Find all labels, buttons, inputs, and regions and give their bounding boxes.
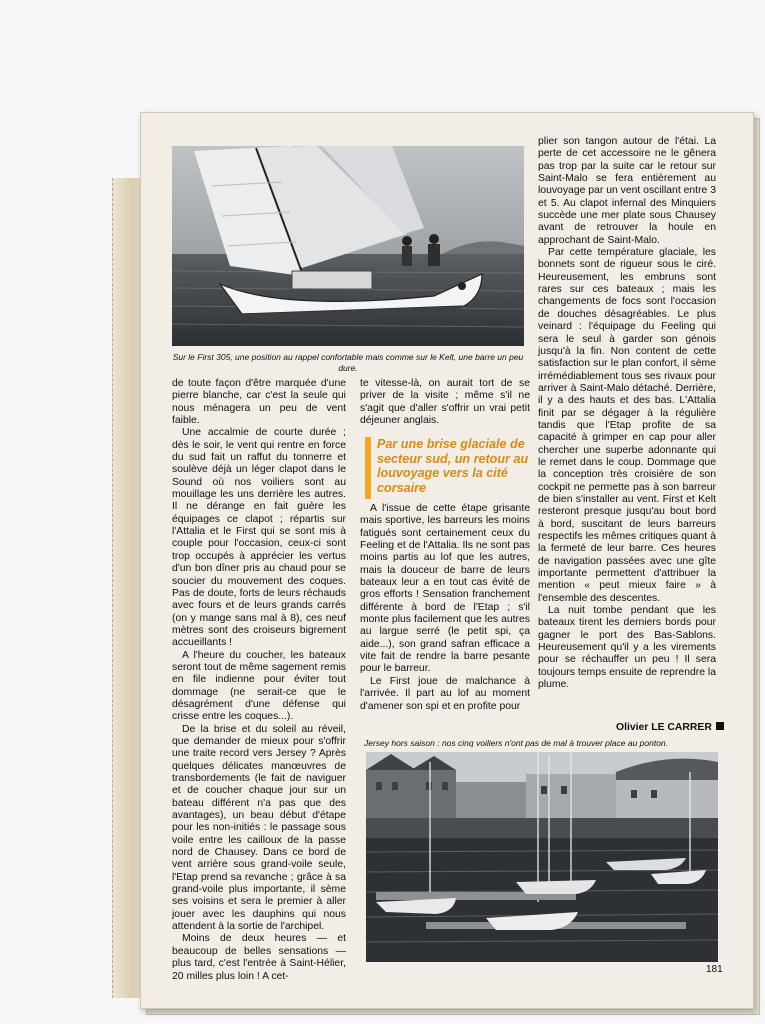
harbour-photo [366, 752, 718, 962]
page-number: 181 [706, 964, 723, 975]
paragraph: de toute façon d'être marquée d'une pierre blanche, car c'est la seule qui nous ménagera un peu de vent faible. [172, 378, 346, 427]
end-mark-icon [716, 722, 724, 730]
paragraph: A l'issue de cette étape grisante mais sportive, les barreurs les moins fatigués sont certainement ceux du Feeling et de l'Attalia. Ils ne sont pas moins partis au lof que les autres, mais la douceur de barre de leurs bateaux leur a en tout cas évité de gros efforts ! Sensation franchement différente à bord de l'Etap ; s'il monte plus facilement que les autres au largue serré (le petit spi, ça aide...), son grand safran efficace a vite fait de rendre la barre pesante pour le barreur. [360, 503, 530, 675]
paragraph: A l'heure du coucher, les bateaux seront tout de même sagement remis en file indienne pour éviter tout dommage (ne serait-ce que le désagrément d'une défense qui crisse entre les coques...). [172, 649, 346, 723]
article-column-1 [172, 378, 346, 982]
author-name: Olivier LE CARRER [616, 722, 712, 733]
photo-caption-top: Sur le First 305, une position au rappel confortable mais comme sur le Kelt, une barre un peu dure. [172, 352, 524, 373]
paragraph: Une accalmie de courte durée ; dès le soir, le vent qui rentre en force du sud fait un raffut du tonnerre et soulève déjà un léger clapot dans le Sound où nos voiliers sont au mouillage les uns derrière les autres. Il ne dérange en fait guère les équipages ce clapot ; répartis sur l'Attalia et le First qui se sont mis à couple pour l'occasion, ceux-ci sont trop occupés à apprécier les vertus d'un bon dîner pris au chaud pour se soucier du mouvement des coques. Pas de doute, forts de leurs réchauds avec fours et de leurs grands carrés (on y mange sans mal à 8), ces neuf mètres sont des croiseurs bigrement accueillants ! [172, 427, 346, 649]
article-column-2-top [360, 378, 530, 430]
photo-caption-bottom: Jersey hors saison : nos cinq voiliers n'ont pas de mal à trouver place au ponton. [364, 738, 669, 748]
article-column-2-bottom [360, 503, 530, 713]
paragraph: te vitesse-là, on aurait tort de se priver de la visite ; même s'il ne s'agit que d'aller s'offrir un vrai petit déjeuner anglais. [360, 378, 530, 427]
paragraph: La nuit tombe pendant que les bateaux tirent les derniers bords pour gagner le port des Bas-Sablons. Heureusement qu'il y a les virements pour se réchauffer un peu ! Il sera toujours temps ensuite de reprendre la plume. [538, 605, 716, 691]
paragraph: Par cette température glaciale, les bonnets sont de rigueur sous le ciré. Heureusement, les embruns sont rares sur ces bateaux ; mais les changements de focs sont l'occasion de douches désagréables. Le plus veinard : l'équipage du Feeling qui sera le seul à garder son génois jusqu'à la fin. Non content de cette satisfaction sur le plan confort, il sème irrémédiablement tous ses rivaux pour arriver à Saint-Malo détaché. Derrière, il y a des hauts et des bas. L'Attalia finit par se dégager à la régulière tandis que l'Etap profite de sa capacité à grimper en cap pour aller chercher une superbe adonnante qui le remet dans le coup. Dommage que la conception très croisière de son cockpit ne permette pas à son barreur de bien s'installer au vent. First et Kelt resteront presque jusqu'au bout bord à bord, suscitant de leurs barreurs respectifs les mêmes critiques quant à la fermeté de leur barre. Ces heures de navigation passées avec une gîte importante permettent d'attribuer la mention « peut mieux faire » à l'ensemble des descentes. [538, 247, 716, 604]
paragraph: Moins de deux heures — et beaucoup de belles sensations — plus tard, c'est l'entrée à Saint-Hélier, 20 milles plus loin ! A cet- [172, 933, 346, 982]
paragraph: plier son tangon autour de l'étai. La perte de cet accessoire ne le gênera pas trop par la suite car le retour sur Saint-Malo se fera entièrement au louvoyage par un vent oscillant entre 3 et 5. Au clapot infernal des Minquiers succède une mer plate sous Chausey avant de retrouver la houle en approchant de Saint-Malo. [538, 136, 716, 246]
paragraph: Le First joue de malchance à l'arrivée. Il part au lof au moment d'amener son spi et en profite pour [360, 675, 530, 712]
article-column-3 [538, 136, 716, 720]
author-signature [616, 722, 724, 733]
sailboat-photo [172, 146, 524, 346]
paragraph: De la brise et du soleil au réveil, que demander de mieux pour s'offrir une traite record vers Jersey ? Après quelques délicates manœuvres de transbordements (le fait de naviguer et de coucher chaque jour sur un bateau différent n'a pas que des avantages), un beau début d'étape pour les non-initiés : le passage sous voile entre les cailloux de la passe nord de Chausey. Dans ce bord de vent arrière sous grand-voile seule, l'Etap prend sa revanche ; grâce à sa grand-voile plus importante, il sème ses voisins et sera le premier à aller jouer avec les dauphins qui nous attendent à la sortie de l'archipel. [172, 723, 346, 933]
pull-quote: Par une brise glaciale de secteur sud, un retour au louvoyage vers la cité corsaire [365, 437, 537, 499]
